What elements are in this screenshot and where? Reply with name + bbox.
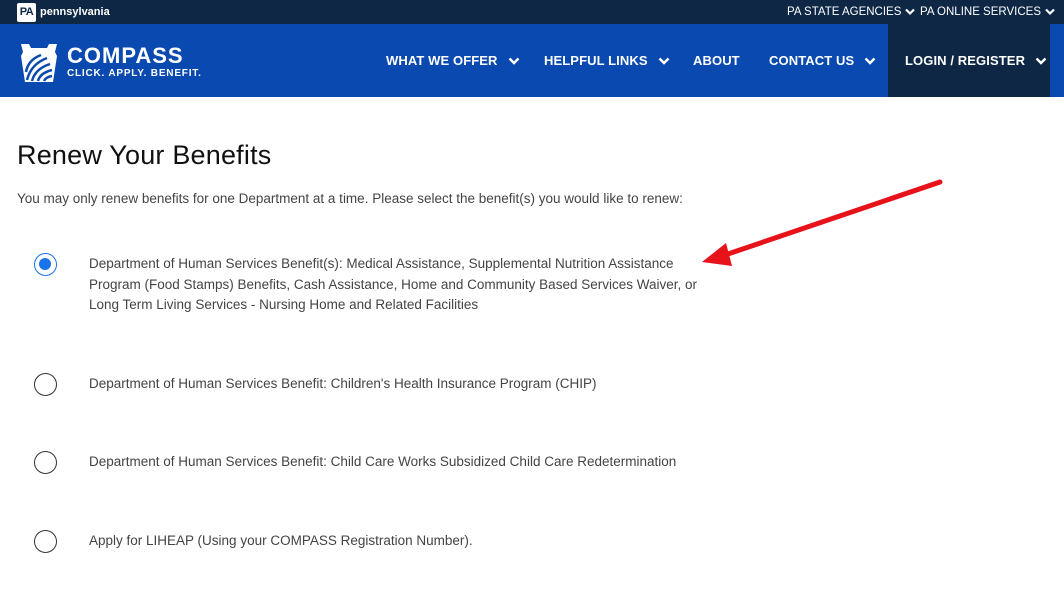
chevron-down-icon xyxy=(658,57,670,65)
page-intro: You may only renew benefits for one Department at a time. Please select the benefit(s) you would like to renew: xyxy=(17,191,683,206)
pa-logo-text: pennsylvania xyxy=(40,6,110,18)
nav-login-register-label: LOGIN / REGISTER xyxy=(905,53,1026,68)
pa-state-agencies-link[interactable] xyxy=(787,0,915,24)
nav-contact-us-label: CONTACT US xyxy=(769,53,855,68)
brand-tagline: CLICK. APPLY. BENEFIT. xyxy=(67,67,202,79)
pa-online-services-link[interactable] xyxy=(920,0,1055,24)
pa-state-agencies-label: PA STATE AGENCIES xyxy=(787,6,902,18)
nav-what-we-offer-label: WHAT WE OFFER xyxy=(386,53,498,68)
pa-logo-icon: PA xyxy=(17,3,36,22)
chevron-down-icon xyxy=(1035,57,1047,65)
nav-what-we-offer[interactable] xyxy=(386,24,520,97)
benefit-option-label: Apply for LIHEAP (Using your COMPASS Registration Number). xyxy=(89,533,473,548)
chevron-down-icon xyxy=(1045,8,1055,16)
page-title: Renew Your Benefits xyxy=(17,140,272,170)
benefit-radio-liheap[interactable] xyxy=(34,530,57,553)
nav-about[interactable] xyxy=(693,24,740,97)
nav-contact-us[interactable] xyxy=(769,24,876,97)
nav-login-register-inner xyxy=(905,24,1047,97)
pa-online-services-label: PA ONLINE SERVICES xyxy=(920,6,1042,18)
compass-keystone-icon xyxy=(17,42,61,84)
compass-logo[interactable] xyxy=(17,42,202,84)
nav-helpful-links-label: HELPFUL LINKS xyxy=(544,53,648,68)
pa-logo[interactable] xyxy=(17,2,110,22)
chevron-down-icon xyxy=(905,8,915,16)
benefit-option-label: Department of Human Services Benefit: Children's Health Insurance Program (CHIP) xyxy=(89,376,597,391)
chevron-down-icon xyxy=(864,57,876,65)
benefit-option-label: Department of Human Services Benefit(s): Medical Assistance, Supplemental Nutrition Assistance Program (Food Stamps) Benefits, Cash Assistance, Home and Community Based Services Waiver, or Long Term Living Services - Nursing Home and Related Facilities xyxy=(89,256,697,312)
benefit-radio-child-care[interactable] xyxy=(34,451,57,474)
benefit-option-label: Department of Human Services Benefit: Child Care Works Subsidized Child Care Redetermination xyxy=(89,454,677,469)
utility-bar xyxy=(0,0,1064,24)
chevron-down-icon xyxy=(508,57,520,65)
brand-name: COMPASS xyxy=(67,42,184,68)
benefit-radio-dhs-medical[interactable] xyxy=(34,253,57,276)
nav-about-label: ABOUT xyxy=(693,53,740,68)
nav-helpful-links[interactable] xyxy=(544,24,670,97)
benefit-radio-chip[interactable] xyxy=(34,373,57,396)
nav-login-register[interactable] xyxy=(888,24,1050,97)
